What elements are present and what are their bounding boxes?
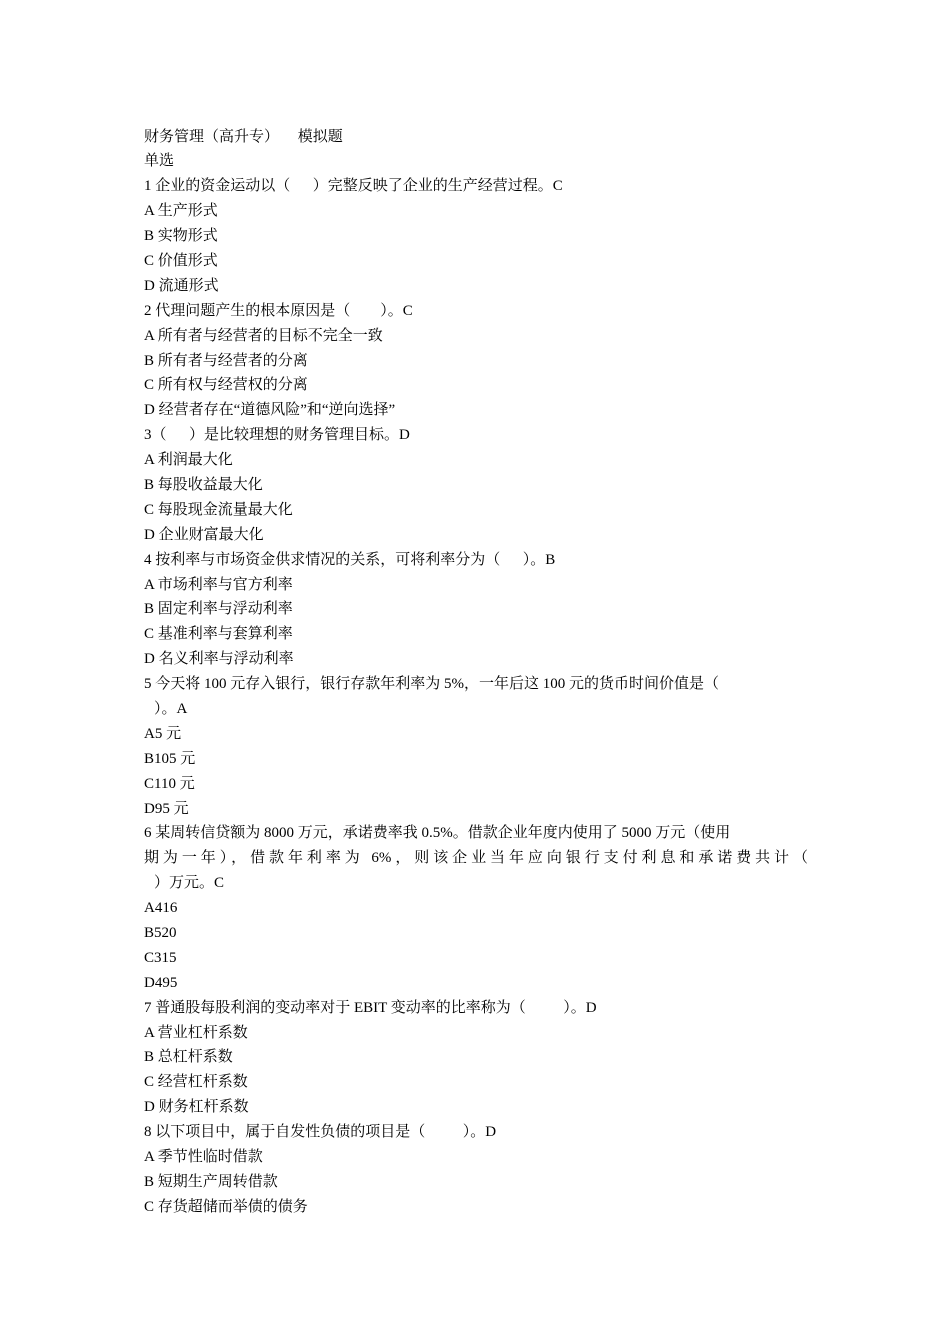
question-3-option-c: C 每股现金流量最大化 [144, 501, 293, 518]
question-3-stem: 3（ ）是比较理想的财务管理目标。D [144, 427, 410, 444]
question-1-stem: 1 企业的资金运动以（ ）完整反映了企业的生产经营过程。C [144, 178, 563, 195]
question-2-option-b: B 所有者与经营者的分离 [144, 352, 308, 369]
document-title: 财务管理（高升专） 模拟题 [144, 128, 343, 145]
question-6-stem-line-3: ）万元。C [154, 875, 225, 892]
document-body [144, 125, 808, 1220]
question-8-option-a: A 季节性临时借款 [144, 1149, 263, 1166]
question-4-option-a: A 市场利率与官方利率 [144, 576, 293, 593]
question-4-stem: 4 按利率与市场资金供求情况的关系，可将利率分为（ ）。B [144, 551, 556, 568]
question-6-option-d: D495 [144, 974, 178, 991]
question-7-option-d: D 财务杠杆系数 [144, 1099, 249, 1116]
question-4-option-b: B 固定利率与浮动利率 [144, 601, 293, 618]
question-1-option-a: A 生产形式 [144, 203, 218, 220]
question-5-option-b: B105 元 [144, 750, 196, 767]
question-6-stem-line-1: 6 某周转信贷额为 8000 万元，承诺费率我 0.5%。借款企业年度内使用了 5000 万元（使用 [144, 825, 731, 842]
question-4-option-c: C 基准利率与套算利率 [144, 626, 293, 643]
question-2-stem: 2 代理问题产生的根本原因是（ ）。C [144, 302, 413, 319]
question-8-option-b: B 短期生产周转借款 [144, 1173, 278, 1190]
question-5-stem-line-2: ）。A [154, 700, 188, 717]
question-1-option-d: D 流通形式 [144, 277, 219, 294]
question-1-option-c: C 价值形式 [144, 252, 218, 269]
question-1-option-b: B 实物形式 [144, 228, 218, 245]
question-7-option-c: C 经营杠杆系数 [144, 1074, 248, 1091]
question-8-stem: 8 以下项目中，属于自发性负债的项目是（ ）。D [144, 1124, 497, 1141]
question-7-option-a: A 营业杠杆系数 [144, 1024, 248, 1041]
question-5-option-a: A5 元 [144, 725, 182, 742]
question-5-stem-line-1: 5 今天将 100 元存入银行，银行存款年利率为 5%，一年后这 100 元的货币时间价值是（ [144, 676, 719, 693]
question-3-option-d: D 企业财富最大化 [144, 526, 264, 543]
question-2-option-c: C 所有权与经营权的分离 [144, 377, 308, 394]
question-5-option-c: C110 元 [144, 775, 195, 792]
question-2-option-a: A 所有者与经营者的目标不完全一致 [144, 327, 383, 344]
question-6-option-a: A416 [144, 900, 178, 917]
question-8-option-c: C 存货超储而举债的债务 [144, 1198, 308, 1215]
question-6-option-c: C315 [144, 949, 177, 966]
question-7-stem: 7 普通股每股利润的变动率对于 EBIT 变动率的比率称为（ ）。D [144, 999, 597, 1016]
question-7-option-b: B 总杠杆系数 [144, 1049, 233, 1066]
question-4-option-d: D 名义利率与浮动利率 [144, 651, 294, 668]
question-2-option-d: D 经营者存在“道德风险”和“逆向选择” [144, 402, 396, 419]
section-heading: 单选 [144, 153, 175, 170]
question-5-option-d: D95 元 [144, 800, 189, 817]
question-3-option-a: A 利润最大化 [144, 452, 233, 469]
question-6-stem-line-2: 期为一年），借款年利率为 6%，则该企业当年应向银行支付利息和承诺费共计（ [144, 850, 808, 867]
question-3-option-b: B 每股收益最大化 [144, 476, 263, 493]
question-6-option-b: B520 [144, 925, 177, 941]
